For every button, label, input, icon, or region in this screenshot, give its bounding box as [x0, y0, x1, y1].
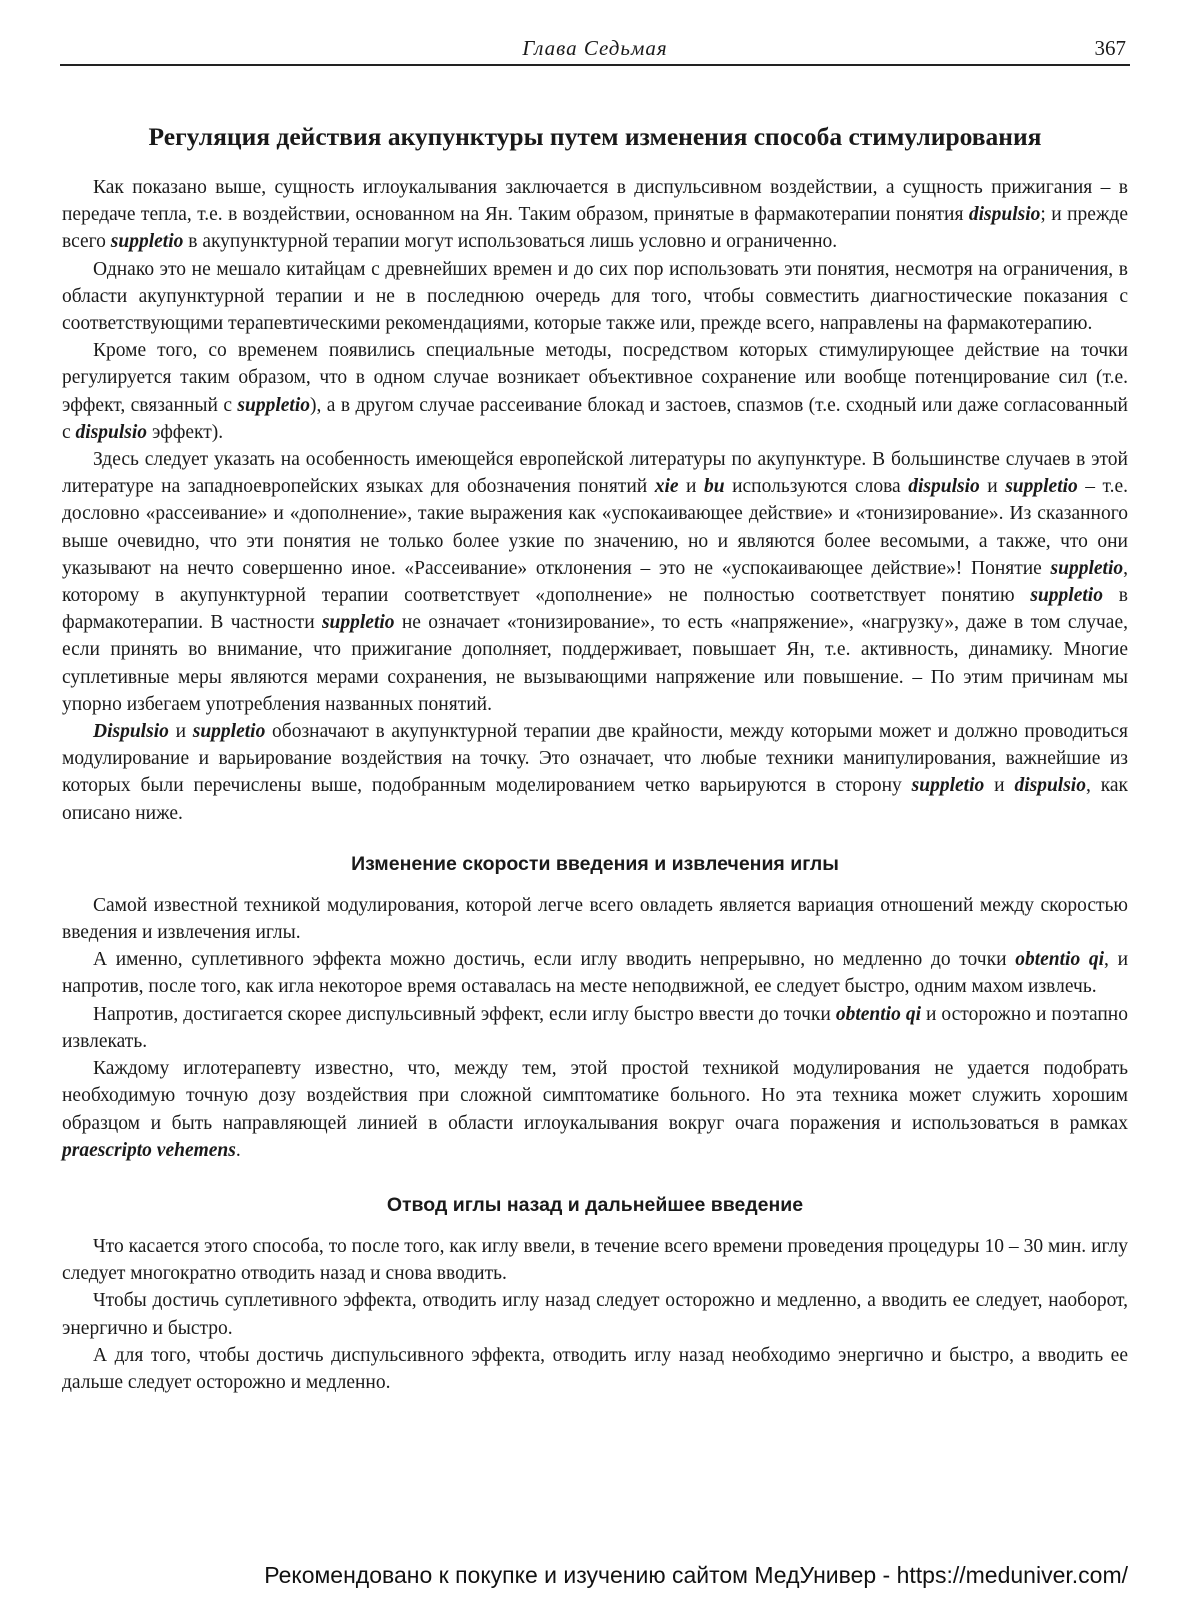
paragraph: Напротив, достигается скорее диспульсивный эффект, если иглу быстро ввести до точки obtentio qi и осторожно и поэтапно извлекать.: [62, 1003, 1128, 1052]
page-number: 367: [1094, 36, 1126, 60]
subsection-text: [62, 1233, 1128, 1396]
section-title: Регуляция действия акупунктуры путем изменения способа стимулирования: [148, 122, 1042, 151]
paragraph: Чтобы достичь суплетивного эффекта, отводить иглу назад следует осторожно и медленно, а вводить ее следует, наоборот, энергично и быстро.: [62, 1290, 1128, 1339]
chapter-title: Глава Седьмая: [522, 36, 668, 60]
paragraph: Как показано выше, сущность иглоукалывания заключается в диспульсивном воздействии, а сущность прижигания – в передаче тепла, т.е. в воздействии, основанном на Ян. Таким образом, принятые в фармакотерапии понятия dispulsio; и прежде всего suppletio в акупунктурной терапии могут использоваться лишь условно и ограниченно.: [62, 177, 1128, 253]
paragraph: А для того, чтобы достичь диспульсивного эффекта, отводить иглу назад необходимо энергично и быстро, а вводить ее дальше следует осторожно и медленно.: [62, 1344, 1128, 1393]
paragraph: Что касается этого способа, то после того, как иглу ввели, в течение всего времени проведения процедуры 10 – 30 мин. иглу следует многократно отводить назад и снова вводить.: [62, 1235, 1128, 1285]
paragraph: А именно, суплетивного эффекта можно достичь, если иглу вводить непрерывно, но медленно до точки obtentio qi, и напротив, после того, как игла некоторое время оставалась на месте неподвижной, ее следует быстро, одним махом извлечь.: [62, 949, 1129, 998]
paragraph: Самой известной техникой модулирования, которой легче всего овладеть является вариация отношений между скоростью введения и извлечения иглы.: [62, 894, 1128, 944]
paragraph: Однако это не мешало китайцам с древнейших времен и до сих пор использовать эти понятия, несмотря на ограничения, в области акупунктурной терапии и не в последнюю очередь для того, чтобы совместить диагностические показания с соответствующими терапевтическими рекомендациями, которые также или, прежде всего, направлены на фармакотерапию.: [62, 258, 1128, 335]
paragraph: Здесь следует указать на особенность имеющейся европейской литературы по акупунктуре. В большинстве случаев в этой литературе на западноевропейских языках для обозначения понятий xie и bu используются слова dispulsio и suppletio – т.е. дословно «рассеивание» и «дополнение», такие выражения как «успокаивающее действие» и «тонизирование». Из сказанного выше очевидно, что эти понятия не только более узкие по значению, но и являются более весомыми, а также, что они указывают на нечто совершенно иное. «Рассеивание» отклонения – это не «успокаивающее действие»! Понятие suppletio, которому в акупунктурной терапии соответствует «дополнение» не полностью соответствует понятию suppletio в фармакотерапии. В частности suppletio не означает «тонизирование», то есть «напряжение», «нагрузку», даже в том случае, если принять во внимание, что прижигание дополняет, поддерживает, повышает Ян, т.е. активность, динамику. Многие суплетивные меры являются мерами сохранения, не вызывающими напряжение или повышение. – По этим причинам мы упорно избегаем употребления названных понятий.: [62, 449, 1128, 715]
footer-watermark-text: Рекомендовано к покупке и изучению сайтом МедУнивер - https://meduniver.com/: [264, 1562, 1128, 1588]
subsection-heading: Отвод иглы назад и дальнейшее введение: [386, 1193, 804, 1216]
intro-text: [62, 174, 1128, 827]
paragraph: Dispulsio и suppletio обозначают в акупунктурной терапии две крайности, между которыми может и должно проводиться модулирование и варьирование воздействия на точку. Это означает, что любые техники манипулирования, важнейшие из которых были перечислены выше, подобранным моделированием четко варьируются в сторону suppletio и dispulsio, как описано ниже.: [62, 721, 1129, 824]
page-body: [62, 122, 1128, 1396]
paragraph: Каждому иглотерапевту известно, что, между тем, этой простой техникой модулирования не удается подобрать необходимую точную дозу воздействия при сложной симптоматике больного. Но эта техника может служить хорошим образцом и быть направляющей линией в области иглоукалывания вокруг очага поражения и использоваться в рамках praescripto vehemens.: [62, 1058, 1128, 1161]
subsection-heading: Изменение скорости введения и извлечения иглы: [351, 852, 839, 875]
running-header: [60, 34, 1130, 66]
paragraph: Кроме того, со временем появились специальные методы, посредством которых стимулирующее действие на точки регулируется таким образом, что в одном случае возникает объективное сохранение или вообще потенцирование сил (т.е. эффект, связанный с suppletio), а в другом случае рассеивание блокад и застоев, спазмов (т.е. сходный или даже согласованный с dispulsio эффект).: [62, 340, 1128, 443]
subsection-text: [62, 892, 1128, 1164]
